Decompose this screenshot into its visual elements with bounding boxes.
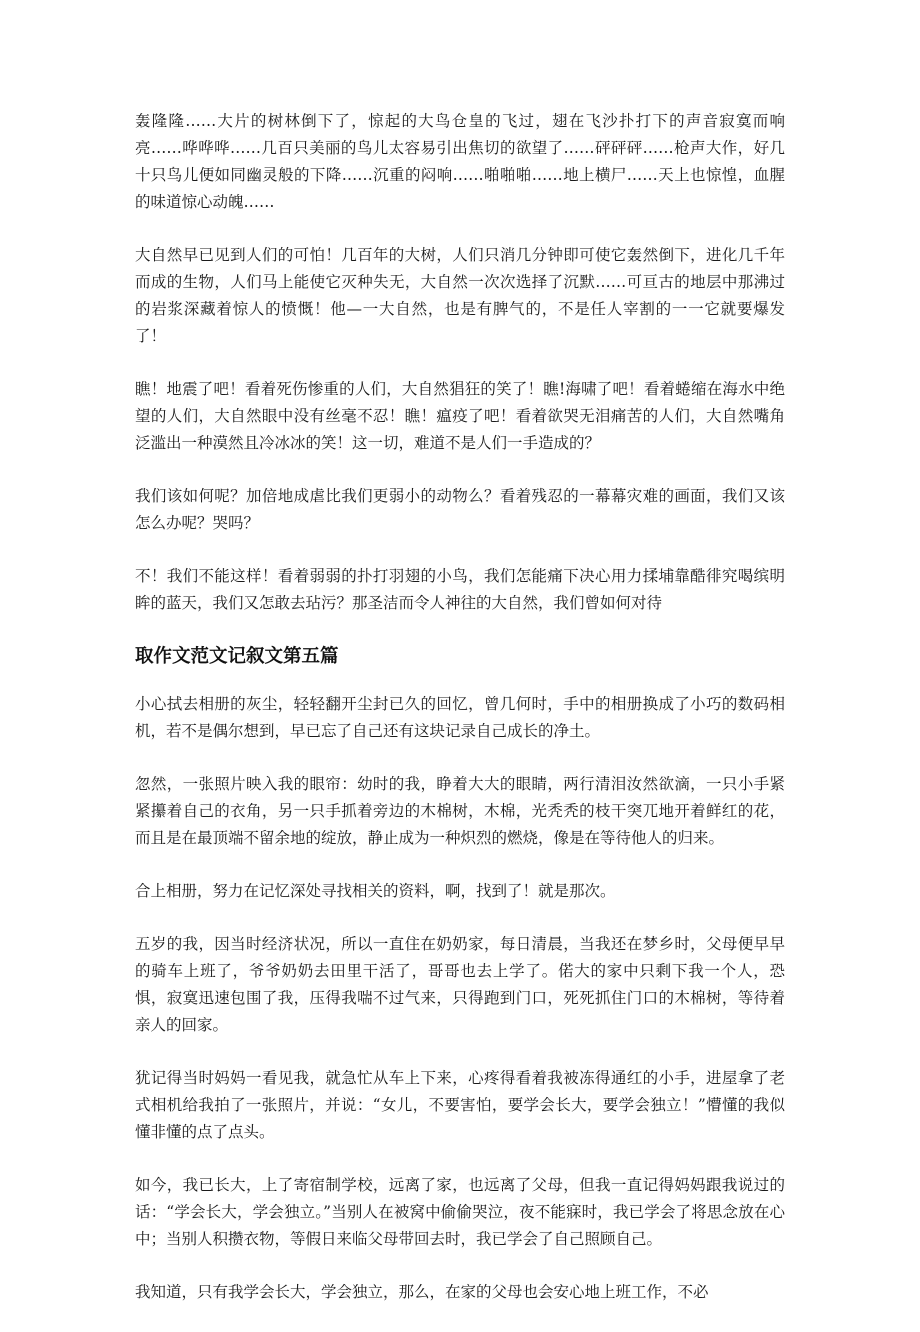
paragraph: 我们该如何呢？加倍地成虐比我们更弱小的动物么？看着残忍的一幕幕灾难的画面，我们又该怎么办呢？哭吗？ <box>135 487 785 532</box>
paragraph: 轰隆隆……大片的树林倒下了，惊起的大鸟仓皇的飞过，翅在飞沙扑打下的声音寂寞而响亮……哗哗哗……几百只美丽的鸟儿太容易引出焦切的欲望了……砰砰砰……枪声大作，好几十只鸟儿便如同幽灵般的下降……沉重的闷响……啪啪啪……地上横尸……天上也惊惶，血腥的味道惊心动魄…… <box>135 112 785 211</box>
paragraph: 合上相册，努力在记忆深处寻找相关的资料，啊，找到了！就是那次。 <box>135 882 616 900</box>
document-body <box>135 108 785 1332</box>
paragraph: 五岁的我，因当时经济状况，所以一直住在奶奶家，每日清晨，当我还在梦乡时，父母便早早的骑车上班了，爷爷奶奶去田里干活了，哥哥也去上学了。偌大的家中只剩下我一个人，恐惧，寂寞迅速包围了我，压得我喘不过气来，只得跑到门口，死死抓住门口的木棉树，等待着亲人的回家。 <box>135 935 785 1034</box>
paragraph: 瞧！地震了吧！看着死伤惨重的人们，大自然猖狂的笑了！瞧!海啸了吧！看着蜷缩在海水中绝望的人们，大自然眼中没有丝毫不忍！瞧！瘟疫了吧！看着欲哭无泪痛苦的人们，大自然嘴角泛滥出一种漠然且冷冰冰的笑！这一切，难道不是人们一手造成的？ <box>135 380 785 452</box>
paragraph: 如今，我已长大，上了寄宿制学校，远离了家，也远离了父母，但我一直记得妈妈跟我说过的话：“学会长大，学会独立。”当别人在被窝中偷偷哭泣，夜不能寐时，我已学会了将思念放在心中；当别人积攒衣物，等假日来临父母带回去时，我已学会了自己照顾自己。 <box>135 1176 785 1248</box>
paragraph: 忽然，一张照片映入我的眼帘：幼时的我，睁着大大的眼睛，两行清泪汝然欲滴，一只小手紧紧攥着自己的衣角，另一只手抓着旁边的木棉树，木棉，光秃秃的枝干突兀地开着鲜红的花，而且是在最顶端不留余地的绽放，静止成为一种炽烈的燃烧，像是在等待他人的归来。 <box>135 775 785 847</box>
paragraph: 犹记得当时妈妈一看见我，就急忙从车上下来，心疼得看着我被冻得通红的小手，进屋拿了老式相机给我拍了一张照片，并说：“女儿，不要害怕，要学会长大，要学会独立！”懵懂的我似懂非懂的点了点头。 <box>135 1069 785 1141</box>
paragraph: 小心拭去相册的灰尘，轻轻翻开尘封已久的回忆，曾几何时，手中的相册换成了小巧的数码相机，若不是偶尔想到，早已忘了自己还有这块记录自己成长的净土。 <box>135 695 785 740</box>
paragraph: 不！我们不能这样！看着弱弱的扑打羽翅的小鸟，我们怎能痛下决心用力揉埔靠酷徘究喝缤明眸的蓝天，我们又怎敢去玷污？那圣洁而令人神往的大自然，我们曾如何对待 <box>135 567 785 612</box>
section-heading: 取作文范文记叙文第五篇 <box>135 646 339 667</box>
paragraph: 我知道，只有我学会长大，学会独立，那么，在家的父母也会安心地上班工作，不必 <box>135 1283 709 1301</box>
paragraph: 大自然早已见到人们的可怕！几百年的大树，人们只消几分钟即可使它轰然倒下，进化几千年而成的生物，人们马上能使它灭种失无，大自然一次次选择了沉默……可亘古的地层中那沸过的岩浆深藏着惊人的愤慨！他—一大自然，也是有脾气的，不是任人宰割的一一它就要爆发了！ <box>135 246 785 345</box>
